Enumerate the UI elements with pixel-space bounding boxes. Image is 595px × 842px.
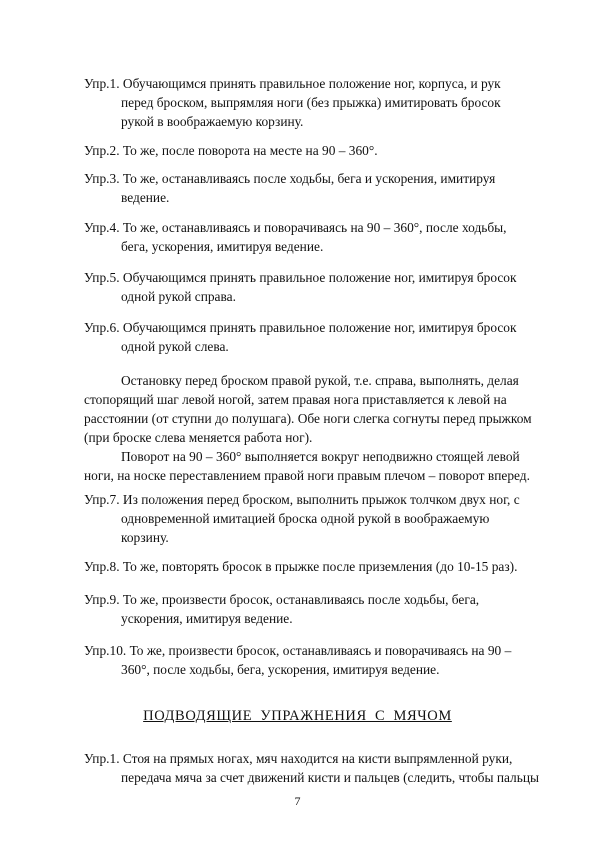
exercise-3 [84, 169, 554, 207]
exercise-3-line-2: ведение. [121, 190, 170, 205]
exercise-4-line-2: бега, ускорения, имитируя ведение. [121, 239, 324, 254]
exercise-7-line-2: одновременной имитацией броска одной рукой в воображаемую [121, 511, 490, 526]
exercise-10-line-2: 360°, после ходьбы, бега, ускорения, имитируя ведение. [121, 662, 440, 677]
exercise-8-line-1: Упр.8. То же, повторять бросок в прыжке после приземления (до 10-15 раз). [84, 559, 518, 574]
exercise-1-line-2: перед броском, выпрямляя ноги (без прыжка) имитировать бросок [121, 95, 501, 110]
explanation-paragraph [84, 371, 554, 485]
exercise-10-line-1: Упр.10. То же, произвести бросок, останавливаясь и поворачиваясь на 90 – [84, 643, 512, 658]
exercise-3-line-1: Упр.3. То же, останавливаясь после ходьбы, бега и ускорения, имитируя [84, 171, 496, 186]
paragraph-line-4: (при броске слева меняется работа ног). [84, 430, 313, 445]
exercise-7-line-1: Упр.7. Из положения перед броском, выполнить прыжок толчком двух ног, с [84, 492, 520, 507]
exercise-6 [84, 318, 554, 356]
ball-exercise-1-line-1: Упр.1. Стоя на прямых ногах, мяч находится на кисти выпрямленной руки, [84, 751, 513, 766]
exercise-10 [84, 641, 554, 679]
ball-exercise-1 [84, 749, 554, 787]
exercise-7-line-3: корзину. [121, 530, 169, 545]
exercise-4-line-1: Упр.4. То же, останавливаясь и поворачиваясь на 90 – 360°, после ходьбы, [84, 220, 507, 235]
exercise-7 [84, 490, 554, 547]
exercise-4 [84, 218, 554, 256]
section-heading: ПОДВОДЯЩИЕ УПРАЖНЕНИЯ С МЯЧОМ [143, 708, 452, 724]
exercise-9-line-1: Упр.9. То же, произвести бросок, останавливаясь после ходьбы, бега, [84, 592, 480, 607]
exercise-1 [84, 74, 554, 131]
exercise-8 [84, 557, 554, 576]
paragraph-line-1: Остановку перед броском правой рукой, т.е. справа, выполнять, делая [121, 373, 519, 388]
exercise-5 [84, 268, 554, 306]
exercise-2 [84, 141, 554, 160]
exercise-2-line-1: Упр.2. То же, после поворота на месте на 90 – 360°. [84, 143, 378, 158]
exercise-6-line-2: одной рукой слева. [121, 339, 229, 354]
paragraph-line-5: Поворот на 90 – 360° выполняется вокруг неподвижно стоящей левой [121, 449, 520, 464]
exercise-1-line-1: Упр.1. Обучающимся принять правильное положение ног, корпуса, и рук [84, 76, 501, 91]
exercise-5-line-1: Упр.5. Обучающимся принять правильное положение ног, имитируя бросок [84, 270, 517, 285]
page-number: 7 [294, 794, 301, 808]
paragraph-line-2: стопорящий шаг левой ногой, затем правая нога приставляется к левой на [84, 392, 507, 407]
exercise-6-line-1: Упр.6. Обучающимся принять правильное положение ног, имитируя бросок [84, 320, 517, 335]
exercise-5-line-2: одной рукой справа. [121, 289, 236, 304]
exercise-1-line-3: рукой в воображаемую корзину. [121, 114, 304, 129]
paragraph-line-6: ноги, на носке переставлением правой ноги правым плечом – поворот вперед. [84, 468, 530, 483]
exercise-9-line-2: ускорения, имитируя ведение. [121, 611, 293, 626]
ball-exercise-1-line-2: передача мяча за счет движений кисти и пальцев (следить, чтобы пальцы [121, 770, 539, 785]
exercise-9 [84, 590, 554, 628]
paragraph-line-3: расстоянии (от ступни до полушага). Обе ноги слегка согнуты перед прыжком [84, 411, 532, 426]
